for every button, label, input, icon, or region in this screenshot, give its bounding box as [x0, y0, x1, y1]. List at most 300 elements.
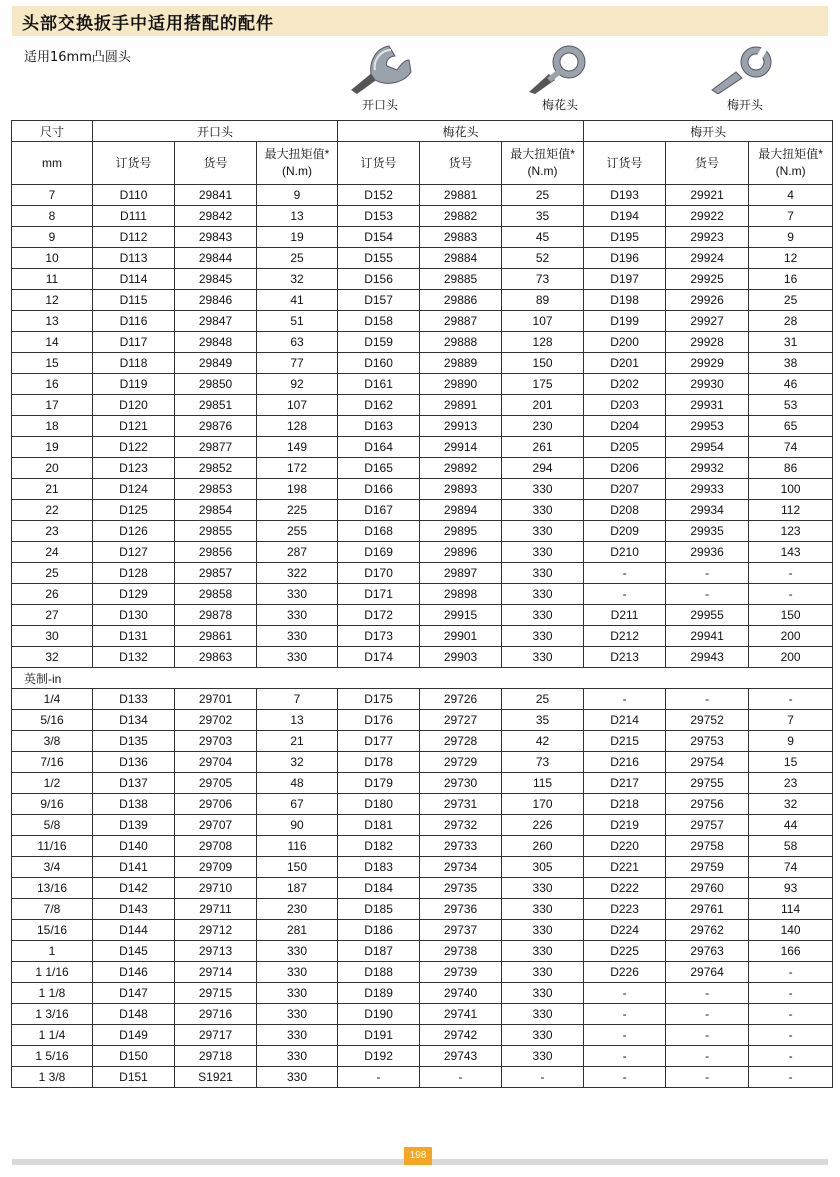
table-cell: D177 [338, 731, 420, 752]
table-cell: D139 [93, 815, 175, 836]
table-cell: 14 [12, 332, 93, 353]
table-cell: 32 [12, 647, 93, 668]
table-cell: 330 [257, 626, 338, 647]
table-cell: 53 [749, 395, 833, 416]
table-cell: 330 [257, 1025, 338, 1046]
table-cell: D170 [338, 563, 420, 584]
table-cell: 187 [257, 878, 338, 899]
table-cell: 25 [749, 290, 833, 311]
table-cell: D178 [338, 752, 420, 773]
table-cell: 230 [257, 899, 338, 920]
torque-header-line2: (N.m) [282, 164, 313, 178]
table-cell: 330 [257, 1004, 338, 1025]
table-cell: 29754 [666, 752, 749, 773]
table-cell: - [749, 983, 833, 1004]
table-cell: 29726 [420, 689, 502, 710]
table-cell: 29852 [175, 458, 257, 479]
table-cell: 29729 [420, 752, 502, 773]
table-cell: 330 [502, 1025, 584, 1046]
table-row [12, 395, 833, 416]
section-row [12, 668, 833, 689]
table-cell: 29863 [175, 647, 257, 668]
table-cell: 29733 [420, 836, 502, 857]
table-cell: 201 [502, 395, 584, 416]
table-cell: 330 [502, 500, 584, 521]
table-cell: 29851 [175, 395, 257, 416]
tool-open-end [340, 42, 420, 113]
table-cell: 25 [502, 689, 584, 710]
table-cell: 12 [12, 290, 93, 311]
table-cell: 58 [749, 836, 833, 857]
table-cell: D180 [338, 794, 420, 815]
table-cell: D206 [584, 458, 666, 479]
table-cell: 9 [257, 185, 338, 206]
table-cell: - [749, 1046, 833, 1067]
table-cell: D143 [93, 899, 175, 920]
table-cell: D192 [338, 1046, 420, 1067]
table-cell: 330 [257, 962, 338, 983]
table-row [12, 332, 833, 353]
table-cell: D216 [584, 752, 666, 773]
torque-header-line2: (N.m) [527, 164, 558, 178]
table-cell: 93 [749, 878, 833, 899]
table-cell: 29886 [420, 290, 502, 311]
table-cell: D210 [584, 542, 666, 563]
table-cell: D220 [584, 836, 666, 857]
part-no-header: 货号 [666, 142, 749, 185]
table-subheader-row [12, 142, 833, 185]
table-cell: 92 [257, 374, 338, 395]
table-cell: 330 [502, 941, 584, 962]
table-cell: 29717 [175, 1025, 257, 1046]
table-cell: 29850 [175, 374, 257, 395]
size-unit: mm [12, 142, 93, 185]
torque-header-line1: 最大扭矩值* [758, 147, 823, 161]
table-cell: 150 [749, 605, 833, 626]
table-cell: - [584, 1025, 666, 1046]
table-cell: D186 [338, 920, 420, 941]
table-cell: 29883 [420, 227, 502, 248]
table-cell: 29885 [420, 269, 502, 290]
table-cell: 15/16 [12, 920, 93, 941]
table-cell: 29755 [666, 773, 749, 794]
table-cell: D120 [93, 395, 175, 416]
table-cell: 29853 [175, 479, 257, 500]
table-cell: 330 [502, 647, 584, 668]
table-cell: 330 [257, 584, 338, 605]
table-cell: D125 [93, 500, 175, 521]
table-cell: 29715 [175, 983, 257, 1004]
table-cell: 25 [502, 185, 584, 206]
table-cell: 330 [502, 899, 584, 920]
table-cell: 9 [749, 227, 833, 248]
table-row [12, 353, 833, 374]
torque-header [749, 142, 833, 185]
table-cell: 294 [502, 458, 584, 479]
table-cell: D114 [93, 269, 175, 290]
table-row [12, 1025, 833, 1046]
table-cell: 29927 [666, 311, 749, 332]
table-cell: 330 [502, 479, 584, 500]
table-cell: 29928 [666, 332, 749, 353]
table-cell: 29892 [420, 458, 502, 479]
table-cell: D181 [338, 815, 420, 836]
table-cell: 29759 [666, 857, 749, 878]
table-cell: 330 [257, 941, 338, 962]
table-cell: 29858 [175, 584, 257, 605]
table-cell: D201 [584, 353, 666, 374]
table-cell: - [584, 563, 666, 584]
table-cell: 29701 [175, 689, 257, 710]
title-bar [12, 6, 828, 36]
table-cell: 29901 [420, 626, 502, 647]
torque-header-line1: 最大扭矩值* [510, 147, 575, 161]
table-cell: 29941 [666, 626, 749, 647]
table-cell: 29712 [175, 920, 257, 941]
table-cell: 29890 [420, 374, 502, 395]
imperial-section [12, 668, 833, 689]
order-no-header: 订货号 [338, 142, 420, 185]
table-cell: D205 [584, 437, 666, 458]
table-row [12, 857, 833, 878]
table-cell: 29763 [666, 941, 749, 962]
table-cell: D157 [338, 290, 420, 311]
table-cell: 9/16 [12, 794, 93, 815]
table-cell: 175 [502, 374, 584, 395]
table-cell: D218 [584, 794, 666, 815]
table-cell: - [666, 1025, 749, 1046]
table-row [12, 773, 833, 794]
torque-header [502, 142, 584, 185]
table-cell: 29855 [175, 521, 257, 542]
table-cell: 19 [12, 437, 93, 458]
table-cell: D156 [338, 269, 420, 290]
table-cell: D166 [338, 479, 420, 500]
table-cell: D133 [93, 689, 175, 710]
table-row [12, 941, 833, 962]
tool-open-ring [705, 42, 785, 113]
table-row [12, 311, 833, 332]
table-cell: 29924 [666, 248, 749, 269]
table-cell: 29738 [420, 941, 502, 962]
table-cell: 29888 [420, 332, 502, 353]
table-cell: 29895 [420, 521, 502, 542]
table-cell: 200 [749, 647, 833, 668]
table-cell: D144 [93, 920, 175, 941]
table-cell: D224 [584, 920, 666, 941]
table-cell: 29894 [420, 500, 502, 521]
table-cell: 330 [502, 605, 584, 626]
table-cell: 29925 [666, 269, 749, 290]
table-cell: - [666, 1004, 749, 1025]
table-cell: 29889 [420, 353, 502, 374]
table-cell: - [584, 983, 666, 1004]
table-cell: 48 [257, 773, 338, 794]
table-cell: 107 [257, 395, 338, 416]
table-row [12, 479, 833, 500]
table-cell: 29756 [666, 794, 749, 815]
table-cell: D155 [338, 248, 420, 269]
table-cell: 89 [502, 290, 584, 311]
table-cell: 330 [502, 584, 584, 605]
table-cell: 150 [257, 857, 338, 878]
table-cell: - [584, 1067, 666, 1088]
table-cell: D159 [338, 332, 420, 353]
table-cell: 226 [502, 815, 584, 836]
table-cell: D149 [93, 1025, 175, 1046]
table-cell: D152 [338, 185, 420, 206]
table-row [12, 374, 833, 395]
page-number: 198 [404, 1147, 432, 1165]
table-cell: D179 [338, 773, 420, 794]
table-cell: 29887 [420, 311, 502, 332]
table-cell: 7 [12, 185, 93, 206]
table-cell: 29843 [175, 227, 257, 248]
table-cell: 29739 [420, 962, 502, 983]
table-cell: 29881 [420, 185, 502, 206]
table-cell: 29734 [420, 857, 502, 878]
table-cell: 29930 [666, 374, 749, 395]
table-cell: 29762 [666, 920, 749, 941]
table-row [12, 605, 833, 626]
table-cell: 90 [257, 815, 338, 836]
table-row [12, 1004, 833, 1025]
table-cell: 29753 [666, 731, 749, 752]
table-cell: - [749, 962, 833, 983]
table-cell: 29757 [666, 815, 749, 836]
table-cell: 38 [749, 353, 833, 374]
table-cell: - [666, 983, 749, 1004]
table-cell: D184 [338, 878, 420, 899]
imperial-section-label: 英制-in [12, 668, 833, 689]
table-cell: D122 [93, 437, 175, 458]
table-cell: 29732 [420, 815, 502, 836]
table-cell: 29849 [175, 353, 257, 374]
table-cell: 22 [12, 500, 93, 521]
size-header: 尺寸 [12, 121, 93, 142]
table-cell: 29935 [666, 521, 749, 542]
table-cell: 100 [749, 479, 833, 500]
table-cell: 29898 [420, 584, 502, 605]
order-no-header: 订货号 [584, 142, 666, 185]
table-cell: 16 [12, 374, 93, 395]
table-cell: - [666, 563, 749, 584]
table-row [12, 983, 833, 1004]
table-cell: D131 [93, 626, 175, 647]
table-row [12, 563, 833, 584]
table-cell: 172 [257, 458, 338, 479]
table-cell: 322 [257, 563, 338, 584]
table-cell: 18 [12, 416, 93, 437]
table-cell: D195 [584, 227, 666, 248]
table-cell: 29736 [420, 899, 502, 920]
table-cell: D223 [584, 899, 666, 920]
table-cell: 7 [257, 689, 338, 710]
table-cell: 29922 [666, 206, 749, 227]
table-cell: - [749, 689, 833, 710]
page-title: 头部交换扳手中适用搭配的配件 [22, 13, 274, 34]
table-cell: 128 [257, 416, 338, 437]
table-cell: 32 [257, 269, 338, 290]
open-ring-wrench-head-icon [710, 42, 780, 94]
tool-ring-label: 梅花头 [541, 98, 578, 112]
table-cell: 7/16 [12, 752, 93, 773]
table-cell: D117 [93, 332, 175, 353]
table-cell: 45 [502, 227, 584, 248]
table-cell: 29742 [420, 1025, 502, 1046]
metric-rows [12, 185, 833, 668]
table-cell: 7 [749, 206, 833, 227]
table-cell: 29706 [175, 794, 257, 815]
table-cell: 330 [502, 542, 584, 563]
group-ring: 梅花头 [338, 121, 584, 142]
table-cell: 112 [749, 500, 833, 521]
table-cell: 29764 [666, 962, 749, 983]
table-cell: 29955 [666, 605, 749, 626]
table-cell: D196 [584, 248, 666, 269]
table-cell: 29708 [175, 836, 257, 857]
table-cell: 23 [12, 521, 93, 542]
table-cell: 143 [749, 542, 833, 563]
table-cell: 74 [749, 437, 833, 458]
table-row [12, 731, 833, 752]
table-cell: 3/8 [12, 731, 93, 752]
table-cell: D132 [93, 647, 175, 668]
table-row [12, 878, 833, 899]
table-cell: D136 [93, 752, 175, 773]
table-cell: 29711 [175, 899, 257, 920]
table-cell: D112 [93, 227, 175, 248]
table-cell: D226 [584, 962, 666, 983]
table-cell: 150 [502, 353, 584, 374]
table-cell: D134 [93, 710, 175, 731]
table-cell: 29915 [420, 605, 502, 626]
table-cell: 29741 [420, 1004, 502, 1025]
table-row [12, 248, 833, 269]
table-row [12, 920, 833, 941]
table-cell: 29702 [175, 710, 257, 731]
table-cell: D147 [93, 983, 175, 1004]
table-cell: - [666, 1046, 749, 1067]
table-cell: 29760 [666, 878, 749, 899]
table-cell: D168 [338, 521, 420, 542]
table-cell: D173 [338, 626, 420, 647]
table-cell: 1 1/4 [12, 1025, 93, 1046]
table-cell: 35 [502, 206, 584, 227]
torque-header-line1: 最大扭矩值* [264, 147, 330, 161]
table-cell: D150 [93, 1046, 175, 1067]
table-cell: - [749, 1004, 833, 1025]
table-cell: D222 [584, 878, 666, 899]
table-cell: D145 [93, 941, 175, 962]
table-cell: 73 [502, 269, 584, 290]
table-cell: 128 [502, 332, 584, 353]
table-cell: 20 [12, 458, 93, 479]
table-cell: 29914 [420, 437, 502, 458]
table-cell: 41 [257, 290, 338, 311]
table-cell: 29707 [175, 815, 257, 836]
table-cell: D221 [584, 857, 666, 878]
table-cell: 10 [12, 248, 93, 269]
table-cell: D198 [584, 290, 666, 311]
table-cell: D140 [93, 836, 175, 857]
table-cell: D113 [93, 248, 175, 269]
table-row [12, 836, 833, 857]
table-cell: D141 [93, 857, 175, 878]
table-cell: D217 [584, 773, 666, 794]
table-header-row [12, 121, 833, 142]
table-cell: D174 [338, 647, 420, 668]
table-row [12, 710, 833, 731]
table-row [12, 752, 833, 773]
table-row [12, 689, 833, 710]
table-cell: D154 [338, 227, 420, 248]
table-row [12, 500, 833, 521]
table-cell: 260 [502, 836, 584, 857]
table-cell: 30 [12, 626, 93, 647]
table-row [12, 416, 833, 437]
table-cell: D167 [338, 500, 420, 521]
table-cell: 29716 [175, 1004, 257, 1025]
table-cell: 29953 [666, 416, 749, 437]
table-cell: D119 [93, 374, 175, 395]
order-no-header: 订货号 [93, 142, 175, 185]
table-cell: 170 [502, 794, 584, 815]
table-cell: D123 [93, 458, 175, 479]
table-cell: 24 [12, 542, 93, 563]
tool-open-end-label: 开口头 [361, 98, 398, 112]
table-cell: D208 [584, 500, 666, 521]
table-cell: 29752 [666, 710, 749, 731]
table-cell: 29876 [175, 416, 257, 437]
table-cell: 15 [749, 752, 833, 773]
table-cell: D199 [584, 311, 666, 332]
table-cell: 1 [12, 941, 93, 962]
table-cell: - [749, 1025, 833, 1046]
table-cell: 29934 [666, 500, 749, 521]
table-cell: 11/16 [12, 836, 93, 857]
table-cell: 21 [12, 479, 93, 500]
table-cell: 13/16 [12, 878, 93, 899]
table-cell: 29923 [666, 227, 749, 248]
table-cell: 29714 [175, 962, 257, 983]
part-no-header: 货号 [420, 142, 502, 185]
group-open-end: 开口头 [93, 121, 338, 142]
table-cell: D204 [584, 416, 666, 437]
table-cell: 9 [12, 227, 93, 248]
table-cell: 13 [257, 710, 338, 731]
table-cell: 25 [12, 563, 93, 584]
table-cell: - [420, 1067, 502, 1088]
table-row [12, 962, 833, 983]
table-cell: 29740 [420, 983, 502, 1004]
table-cell: 29896 [420, 542, 502, 563]
table-cell: 9 [749, 731, 833, 752]
table-cell: 86 [749, 458, 833, 479]
table-cell: 287 [257, 542, 338, 563]
table-cell: D175 [338, 689, 420, 710]
ring-wrench-head-icon [525, 42, 595, 94]
table-cell: 1/2 [12, 773, 93, 794]
table-cell: 330 [502, 1004, 584, 1025]
table-cell: 29761 [666, 899, 749, 920]
table-cell: 330 [257, 983, 338, 1004]
table-row [12, 521, 833, 542]
table-cell: 29932 [666, 458, 749, 479]
table-cell: 29913 [420, 416, 502, 437]
table-cell: 29857 [175, 563, 257, 584]
table-row [12, 185, 833, 206]
